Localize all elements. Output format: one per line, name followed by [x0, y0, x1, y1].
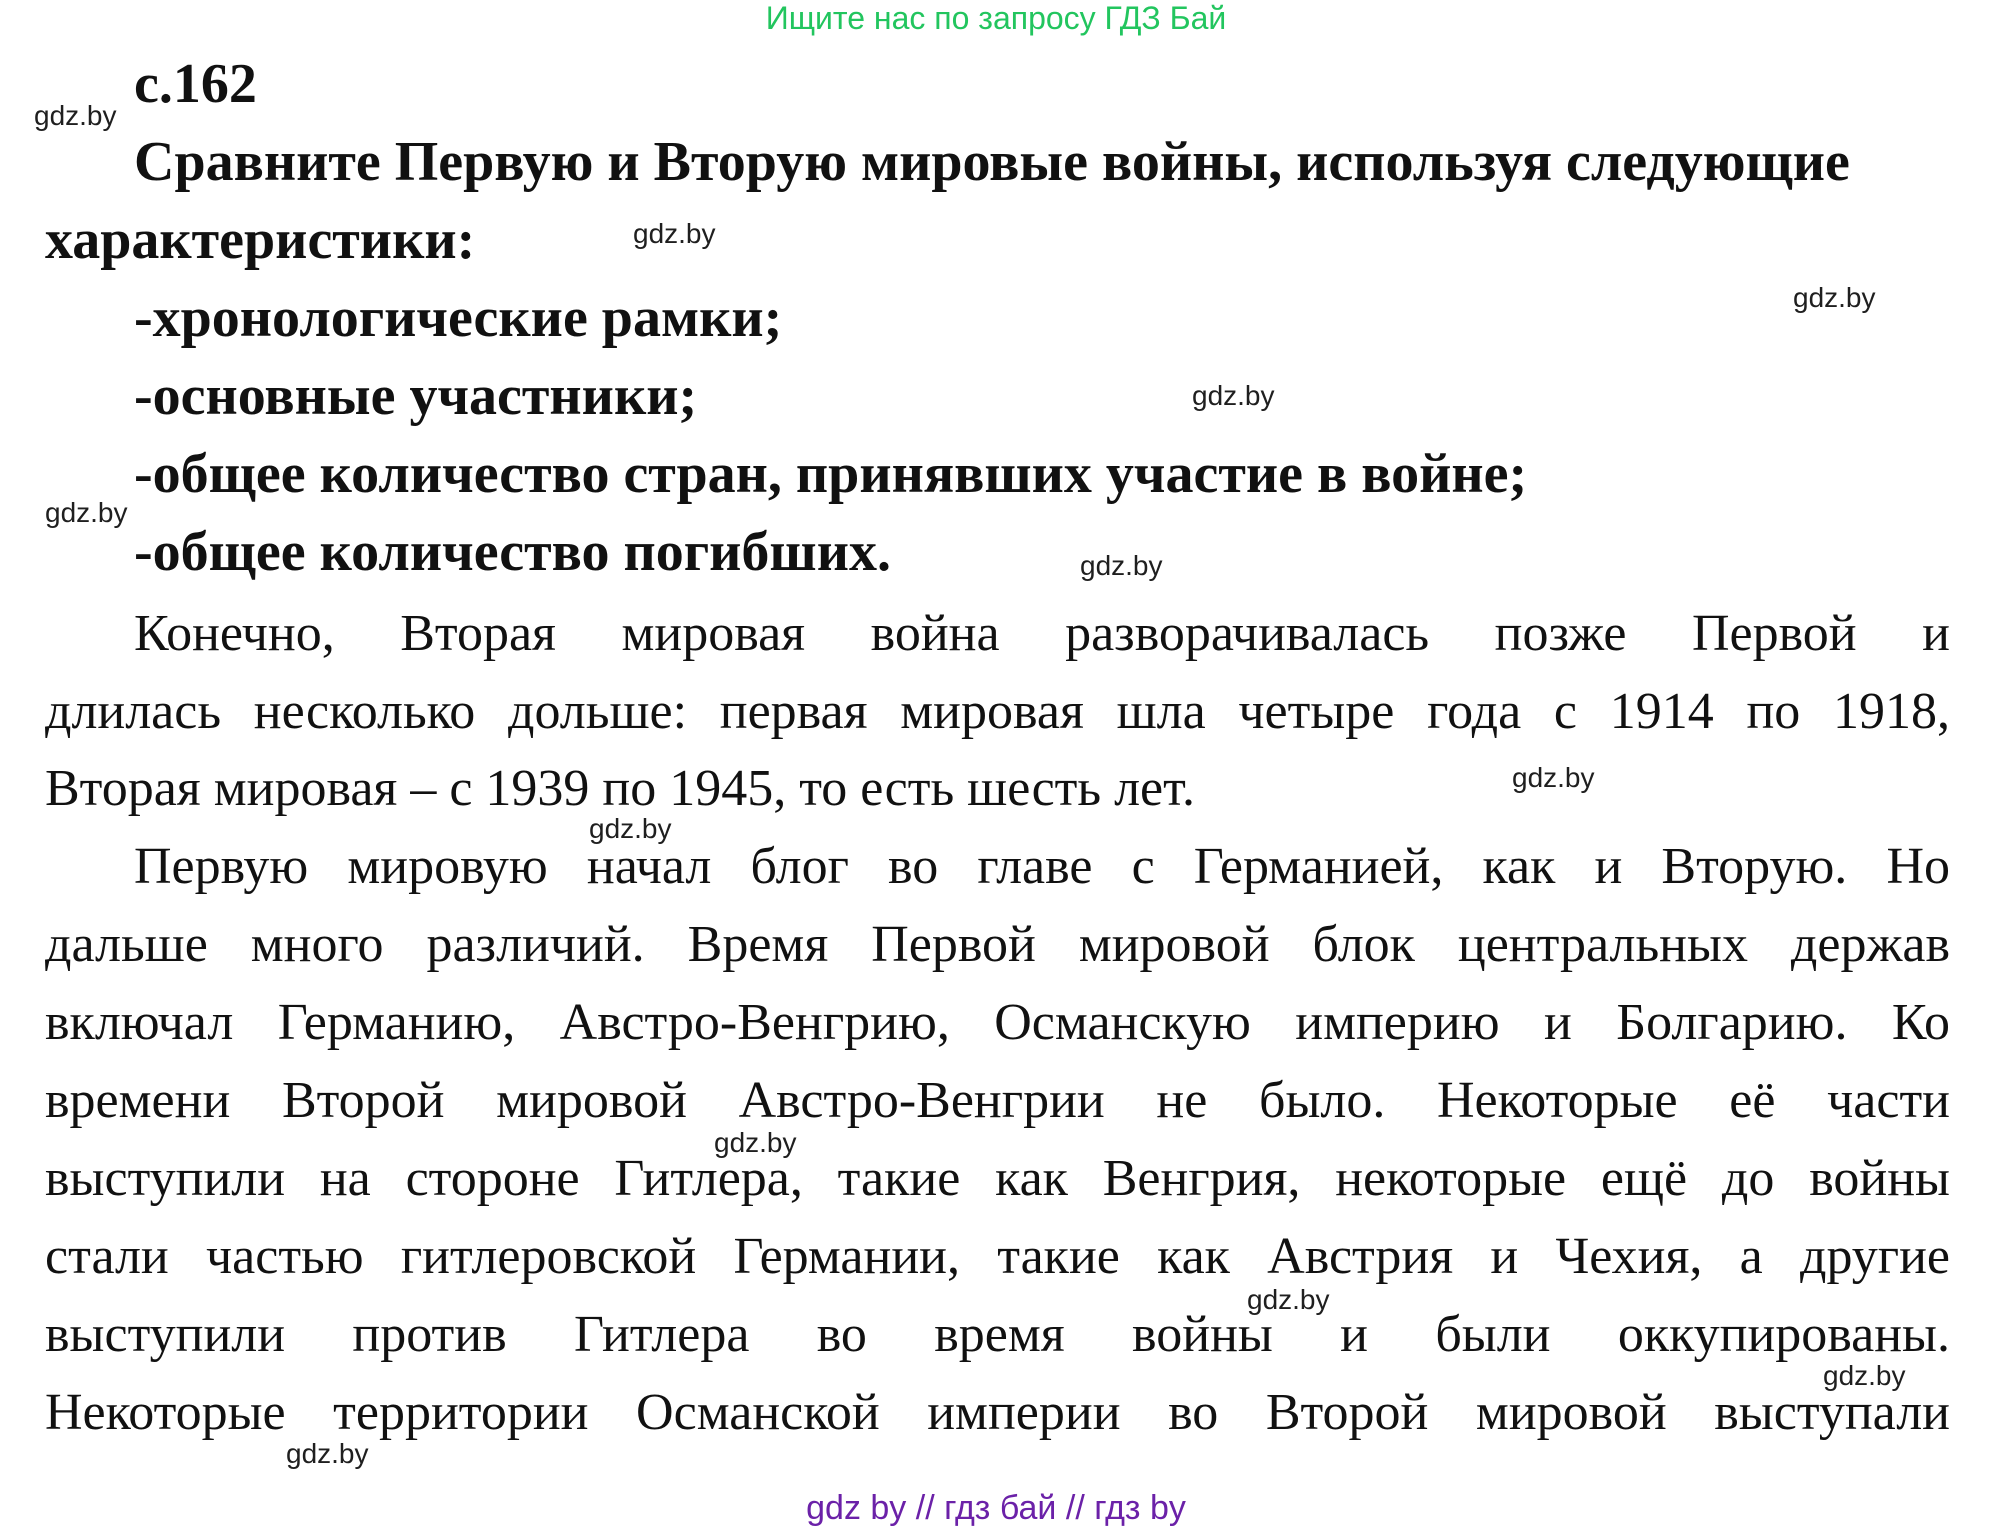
answer-line: дальше много различий. Время Первой мировой блок центральных держав	[45, 916, 1950, 973]
answer-line: выступили против Гитлера во время войны и были оккупированы.	[45, 1306, 1950, 1363]
question-item-deaths: -общее количество погибших.	[134, 521, 891, 583]
watermark: gdz.by	[34, 100, 117, 131]
answer-line: Вторая мировая – с 1939 по 1945, то есть шесть лет.	[45, 760, 1195, 817]
watermark: gdz.by	[1247, 1284, 1330, 1315]
question-line-1: Сравните Первую и Вторую мировые войны, используя следующие	[134, 131, 1850, 193]
answer-line: выступили на стороне Гитлера, такие как Венгрия, некоторые ещё до войны	[45, 1150, 1950, 1207]
question-item-participants: -основные участники;	[134, 365, 698, 427]
answer-line: включал Германию, Австро-Венгрию, Османскую империю и Болгарию. Ко	[45, 994, 1950, 1051]
answer-line: длилась несколько дольше: первая мировая шла четыре года с 1914 по 1918,	[45, 683, 1950, 740]
watermark: gdz.by	[1512, 762, 1595, 793]
footer-watermark: gdz by // гдз бай // гдз by	[806, 1489, 1186, 1527]
question-item-chronology: -хронологические рамки;	[134, 287, 783, 349]
watermark: gdz.by	[633, 218, 716, 249]
watermark: gdz.by	[714, 1127, 797, 1158]
answer-line: Конечно, Вторая мировая война разворачивалась позже Первой и	[134, 605, 1950, 662]
question-line-2: характеристики:	[45, 209, 476, 271]
watermark: gdz.by	[45, 497, 128, 528]
question-item-countries: -общее количество стран, принявших участие в войне;	[134, 443, 1528, 505]
answer-line: времени Второй мировой Австро-Венгрии не было. Некоторые её части	[45, 1072, 1950, 1129]
watermark: gdz.by	[1192, 380, 1275, 411]
watermark: gdz.by	[1793, 282, 1876, 313]
watermark: gdz.by	[1823, 1360, 1906, 1391]
watermark: gdz.by	[286, 1438, 369, 1469]
page-number: с.162	[134, 53, 257, 115]
watermark: gdz.by	[1080, 550, 1163, 581]
watermark: gdz.by	[589, 813, 672, 844]
top-banner: Ищите нас по запросу ГДЗ Бай	[765, 0, 1227, 36]
answer-line: Первую мировую начал блог во главе с Германией, как и Вторую. Но	[134, 838, 1950, 895]
answer-line: стали частью гитлеровской Германии, такие как Австрия и Чехия, а другие	[45, 1228, 1950, 1285]
answer-line: Некоторые территории Османской империи во Второй мировой выступали	[45, 1384, 1950, 1441]
